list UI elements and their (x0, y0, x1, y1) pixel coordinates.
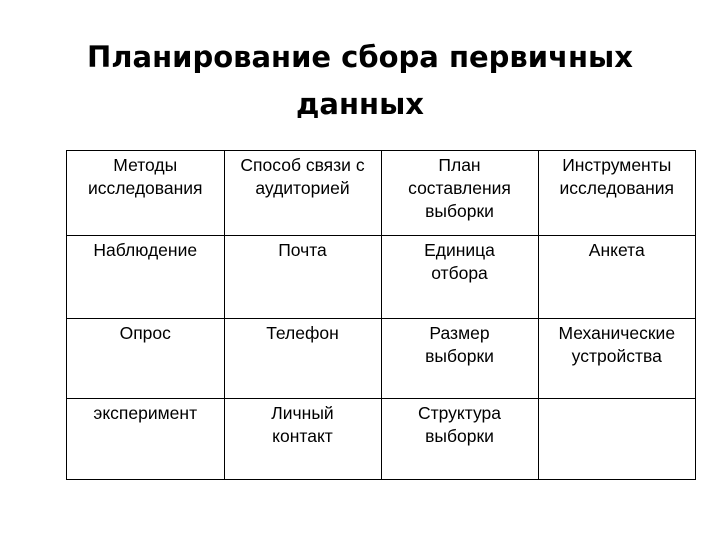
header-contact-method: Способ связи с аудиторией (224, 151, 381, 235)
header-methods: Методы исследования (67, 151, 224, 235)
table-cell: Размер выборки (381, 318, 538, 398)
table-header-row (67, 151, 695, 235)
table-cell: Структура выборки (381, 398, 538, 479)
table-cell: Опрос (67, 318, 224, 398)
slide-title-line-1: Планирование сбора первичных (87, 40, 633, 74)
table-cell: Единица отбора (381, 235, 538, 318)
table-cell: эксперимент (67, 398, 224, 479)
header-instruments: Инструменты исследования (538, 151, 695, 235)
table-row (67, 318, 695, 398)
table-cell: Почта (224, 235, 381, 318)
table-row (67, 398, 695, 479)
table-cell: Наблюдение (67, 235, 224, 318)
header-sampling-plan: План составления выборки (381, 151, 538, 235)
table-cell: Механические устройства (538, 318, 695, 398)
slide-title-line-2: данных (296, 87, 424, 121)
table-cell-empty (538, 398, 695, 479)
slide-title (0, 34, 720, 128)
research-planning-table (66, 150, 696, 480)
table-cell: Телефон (224, 318, 381, 398)
table-cell: Личный контакт (224, 398, 381, 479)
table-row (67, 235, 695, 318)
table-cell: Анкета (538, 235, 695, 318)
table (67, 151, 695, 479)
